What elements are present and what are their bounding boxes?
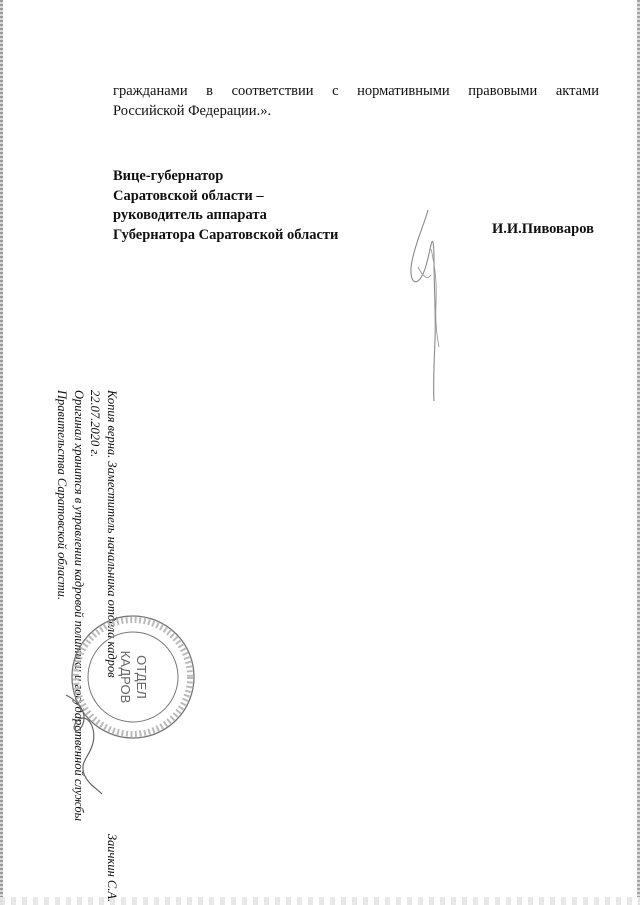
closing-paragraph: [113, 81, 599, 121]
signatory-position: [113, 167, 338, 245]
svg-text:ОТДЕЛ: ОТДЕЛ: [134, 655, 149, 699]
position-line-4: Губернатора Саратовской области: [113, 226, 339, 243]
scan-edge-left: [0, 0, 3, 905]
certifier-signature: [58, 690, 108, 800]
svg-text:КАДРОВ: КАДРОВ: [118, 650, 133, 704]
position-line-2: Саратовской области –: [113, 187, 264, 204]
signatory-name: И.И.Пивоваров: [492, 221, 594, 237]
position-line-1: Вице-губернатор: [113, 168, 224, 184]
scan-edge-bottom: [0, 897, 640, 905]
note-line-4: Правительства Саратовской области.: [55, 390, 70, 601]
note-certified-text: Копия верна. Заместитель начальника отдела кадров: [105, 390, 119, 678]
handwritten-signature: [398, 205, 458, 405]
note-signer-name: Заичкин С.А.: [105, 833, 119, 903]
note-line-3: Оригинал хранится в управлении кадровой политики и государственной службы: [71, 390, 86, 822]
paragraph-line-2: Российской Федерации.».: [113, 103, 272, 119]
paragraph-line-1: гражданами в соответствии с нормативными правовыми актами: [113, 83, 599, 99]
note-date: 22.07.2020 г.: [88, 390, 103, 458]
position-line-3: руководитель аппарата: [113, 207, 267, 223]
